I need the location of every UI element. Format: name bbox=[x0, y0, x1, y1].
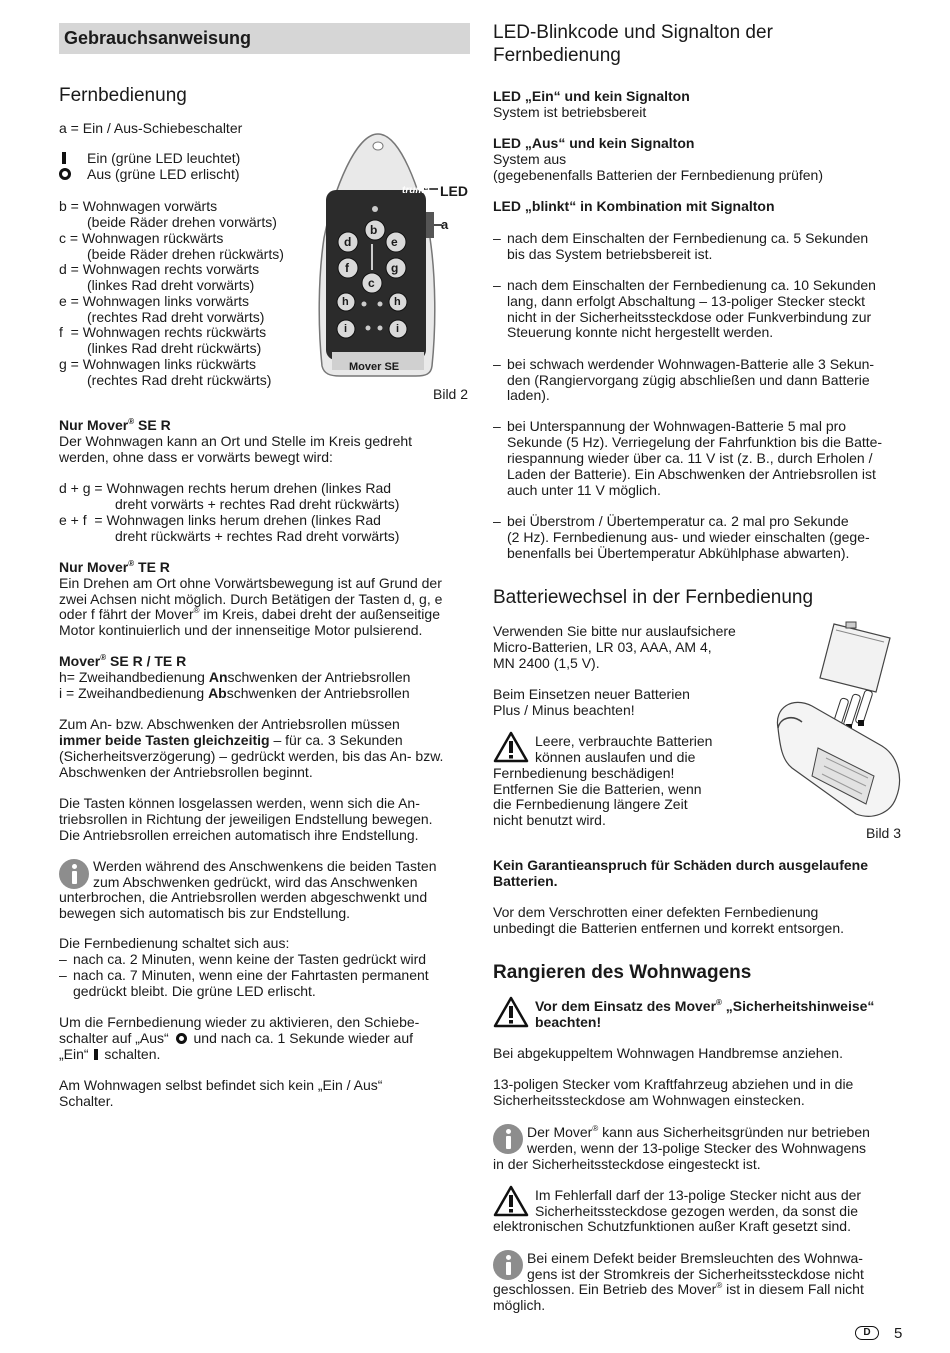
safety-notice-1: Vor dem Einsatz des Mover® „Sicherheitshinweise“ bbox=[535, 998, 875, 1014]
battery-warning-2: können auslaufen und die bbox=[535, 749, 696, 765]
btn-b-label: b bbox=[370, 223, 378, 237]
remote-led-label: LED bbox=[440, 183, 468, 199]
blink-item-2c: nicht in der Sicherheitssteckdose oder Funkverbindung zur bbox=[507, 309, 872, 325]
battery-warning-5: die Fernbedienung längere Zeit bbox=[493, 796, 688, 812]
battery-text-2: Micro-Batterien, LR 03, AAA, AM 4, bbox=[493, 639, 712, 655]
info-text-2: zum Abschwenken gedrückt, wird das Anschwenken bbox=[93, 874, 418, 890]
info-brake-2: gens ist der Stromkreis der Sicherheitssteckdose nicht bbox=[527, 1266, 864, 1282]
info-text-1: Werden während des Anschwenkens die beiden Tasten bbox=[93, 858, 437, 874]
te-r-text-2: zwei Achsen nicht möglich. Durch Betätigen der Tasten d, g, e bbox=[59, 591, 443, 607]
h-line: h= Zweihandbedienung Anschwenken der Antriebsrollen bbox=[59, 669, 411, 685]
c-desc: (beide Räder drehen rückwärts) bbox=[87, 246, 284, 262]
no-warranty-1: Kein Garantieanspruch für Schäden durch ausgelaufene bbox=[493, 857, 868, 873]
f-line: f = Wohnwagen rechts rückwärts bbox=[59, 324, 267, 340]
te-r-text-4: Motor kontinuierlich und der innenseitige Motor pulsierend. bbox=[59, 622, 423, 638]
battery-warning-3: Fernbedienung beschädigen! bbox=[493, 765, 675, 781]
te-r-text-1: Ein Drehen am Ort ohne Vorwärtsbewegung ist auf Grund der bbox=[59, 575, 442, 591]
se-te-heading: Mover® SE R / TE R bbox=[59, 653, 187, 669]
warning-icon bbox=[493, 1185, 529, 1217]
se-r-text-2: werden, ohne dass er vorwärts bewegt wird: bbox=[59, 449, 333, 465]
led-off-heading: LED „Aus“ und kein Signalton bbox=[493, 135, 695, 151]
blink-item-2a: nach dem Einschalten der Fernbedienung ca. 10 Sekunden bbox=[507, 277, 876, 293]
battery-section-title: Batteriewechsel in der Fernbedienung bbox=[493, 587, 814, 608]
info-text-4: bewegen sich automatisch bis zur Endstellung. bbox=[59, 905, 351, 921]
auto-off-text: Die Fernbedienung schaltet sich aus: bbox=[59, 935, 290, 951]
btn-h-left-label: h bbox=[342, 296, 349, 308]
dg-desc: dreht vorwärts + rechtes Rad dreht rückwärts) bbox=[115, 496, 400, 512]
blink-item-4a: bei Unterspannung der Wohnwagen-Batterie 5 mal pro bbox=[507, 418, 847, 434]
e-desc: (rechtes Rad dreht vorwärts) bbox=[87, 309, 265, 325]
battery-warning-4: Entfernen Sie die Batterien, wenn bbox=[493, 781, 702, 797]
reactivate-text-1: Um die Fernbedienung wieder zu aktivieren, den Schiebe- bbox=[59, 1014, 420, 1030]
d-desc: (linkes Rad dreht vorwärts) bbox=[87, 277, 255, 293]
reactivate-text-3: „Ein“ schalten. bbox=[59, 1046, 161, 1062]
g-desc: (rechtes Rad dreht rückwärts) bbox=[87, 372, 272, 388]
btn-i-right-label: i bbox=[396, 323, 400, 335]
led-off-text-1: System aus bbox=[493, 151, 567, 167]
release-text-1: Die Tasten können losgelassen werden, wenn sich die An- bbox=[59, 795, 420, 811]
info-brake-1: Bei einem Defekt beider Bremsleuchten des Wohnwa- bbox=[527, 1250, 863, 1266]
battery-text-4: Beim Einsetzen neuer Batterien bbox=[493, 686, 690, 702]
info-icon bbox=[493, 1250, 523, 1280]
auto-off-item-2b: gedrückt bleibt. Die grüne LED erlischt. bbox=[73, 983, 316, 999]
battery-text-3: MN 2400 (1,5 V). bbox=[493, 655, 600, 671]
btn-d-label: d bbox=[344, 235, 352, 249]
plug-text-2: Sicherheitssteckdose am Wohnwagen einstecken. bbox=[493, 1092, 805, 1108]
swing-text-4: Abschwenken der Antriebsrollen beginnt. bbox=[59, 764, 313, 780]
blink-item-5c: benenfalls bei Übertemperatur Abkühlphase abwarten). bbox=[507, 545, 850, 561]
remote-control-illustration bbox=[300, 128, 472, 380]
info-mover-2: werden, wenn der 13-polige Stecker des Wohnwagens bbox=[527, 1140, 867, 1156]
blink-item-3c: laden). bbox=[507, 387, 550, 403]
reactivate-text-2: schalter auf „Aus“ und nach ca. 1 Sekunde wieder auf bbox=[59, 1030, 413, 1046]
remote-brand: truma bbox=[402, 185, 430, 196]
led-on-text: System ist betriebsbereit bbox=[493, 104, 647, 120]
led-blink-heading: LED „blinkt“ in Kombination mit Signalton bbox=[493, 198, 775, 214]
led-section-title-1: LED-Blinkcode und Signalton der bbox=[493, 22, 773, 43]
ef-desc: dreht rückwärts + rechtes Rad dreht vorwärts) bbox=[115, 528, 400, 544]
blink-item-3a: bei schwach werdender Wohnwagen-Batterie alle 3 Sekun- bbox=[507, 356, 875, 372]
battery-warning-6: nicht benutzt wird. bbox=[493, 812, 606, 828]
b-desc: (beide Räder drehen vorwärts) bbox=[87, 214, 277, 230]
figure-2-caption: Bild 2 bbox=[433, 386, 469, 402]
f-desc: (linkes Rad dreht rückwärts) bbox=[87, 340, 262, 356]
page-number: 5 bbox=[894, 1325, 903, 1342]
release-text-2: triebsrollen in Richtung der jeweiligen Endstellung bewegen. bbox=[59, 811, 433, 827]
d-line: d = Wohnwagen rechts vorwärts bbox=[59, 261, 260, 277]
blink-item-4d: Laden der Batterie). Ein Abschwenken der Antriebsrollen ist bbox=[507, 466, 876, 482]
swing-text-1: Zum An- bzw. Abschwenken der Antriebsrollen müssen bbox=[59, 716, 400, 732]
blink-item-4c: riespannung wieder über ca. 11 V ist (z. B., durch Erholen / bbox=[507, 450, 873, 466]
info-mover-1: Der Mover® kann aus Sicherheitsgründen nur betrieben bbox=[527, 1124, 870, 1140]
se-r-text-1: Der Wohnwagen kann an Ort und Stelle im Kreis gedreht bbox=[59, 433, 413, 449]
off-symbol-icon bbox=[176, 1033, 187, 1044]
blink-item-2d: Steuerung konnte nicht hergestellt werden. bbox=[507, 324, 774, 340]
battery-text-5: Plus / Minus beachten! bbox=[493, 702, 635, 718]
swing-text-3: (Sicherheitsverzögerung) – gedrückt werden, bis das An- bzw. bbox=[59, 748, 444, 764]
scrap-note-1: Vor dem Verschrotten einer defekten Fernbedienung bbox=[493, 904, 819, 920]
maneuver-section-title: Rangieren des Wohnwagens bbox=[493, 962, 752, 983]
btn-g-label: g bbox=[391, 261, 399, 275]
auto-off-item-2: nach ca. 7 Minuten, wenn eine der Fahrtasten permanent bbox=[73, 967, 429, 983]
btn-e-label: e bbox=[391, 235, 398, 249]
off-line: Aus (grüne LED erlischt) bbox=[87, 166, 240, 182]
led-on-heading: LED „Ein“ und kein Signalton bbox=[493, 88, 690, 104]
te-r-text-3: oder f fährt der Mover® im Kreis, dabei dreht der außenseitige bbox=[59, 606, 440, 622]
battery-text-1: Verwenden Sie bitte nur auslaufsichere bbox=[493, 623, 736, 639]
no-warranty-2: Batterien. bbox=[493, 873, 558, 889]
swing-text-2: immer beide Tasten gleichzeitig – für ca. 3 Sekunden bbox=[59, 732, 403, 748]
remote-a-label: a bbox=[441, 217, 449, 232]
btn-c-label: c bbox=[368, 276, 375, 290]
blink-item-4e: auch unter 11 V möglich. bbox=[507, 482, 661, 498]
figure-3-caption: Bild 3 bbox=[866, 825, 902, 841]
blink-item-5a: bei Überstrom / Übertemperatur ca. 2 mal pro Sekunde bbox=[507, 513, 849, 529]
on-symbol-icon bbox=[94, 1049, 98, 1060]
dash: – bbox=[59, 951, 67, 967]
dash: – bbox=[493, 230, 501, 246]
ef-line: e + f = Wohnwagen links herum drehen (linkes Rad bbox=[59, 512, 381, 528]
battery-replacement-illustration bbox=[772, 618, 906, 824]
led-off-text-2: (gegebenenfalls Batterien der Fernbedienung prüfen) bbox=[493, 167, 824, 183]
dash: – bbox=[493, 356, 501, 372]
warning-icon bbox=[493, 996, 529, 1028]
scrap-note-2: unbedingt die Batterien entfernen und korrekt entsorgen. bbox=[493, 920, 845, 936]
dash: – bbox=[493, 513, 501, 529]
section-title: Gebrauchsanweisung bbox=[64, 28, 252, 48]
release-text-3: Die Antriebsrollen erreichen automatisch ihre Endstellung. bbox=[59, 827, 419, 843]
remote-model: Mover SE bbox=[349, 361, 400, 373]
btn-i-left-label: i bbox=[344, 323, 348, 335]
dg-line: d + g = Wohnwagen rechts herum drehen (linkes Rad bbox=[59, 480, 392, 496]
led-section-title-2: Fernbedienung bbox=[493, 45, 621, 66]
g-line: g = Wohnwagen links rückwärts bbox=[59, 356, 256, 372]
se-r-heading: Nur Mover® SE R bbox=[59, 417, 171, 433]
info-icon bbox=[59, 859, 89, 889]
on-line: Ein (grüne LED leuchtet) bbox=[87, 150, 241, 166]
dash: – bbox=[493, 277, 501, 293]
off-symbol-icon bbox=[59, 168, 71, 180]
fault-warning-1: Im Fehlerfall darf der 13-polige Stecker nicht aus der bbox=[535, 1187, 862, 1203]
plug-text-1: 13-poligen Stecker vom Kraftfahrzeug abziehen und in die bbox=[493, 1076, 854, 1092]
battery-warning-1: Leere, verbrauchte Batterien bbox=[535, 733, 713, 749]
b-line: b = Wohnwagen vorwärts bbox=[59, 198, 218, 214]
blink-item-4b: Sekunde (5 Hz). Verriegelung der Fahrfunktion bis die Batte- bbox=[507, 434, 883, 450]
caravan-note-1: Am Wohnwagen selbst befindet sich kein „Ein / Aus“ bbox=[59, 1077, 383, 1093]
remote-title: Fernbedienung bbox=[59, 85, 187, 106]
handbrake-text: Bei abgekuppeltem Wohnwagen Handbremse anziehen. bbox=[493, 1045, 843, 1061]
info-icon bbox=[493, 1124, 523, 1154]
fault-warning-2: Sicherheitssteckdose gezogen werden, da sonst die bbox=[535, 1203, 858, 1219]
i-line: i = Zweihandbedienung Abschwenken der Antriebsrollen bbox=[59, 685, 410, 701]
info-brake-3: geschlossen. Ein Betrieb des Mover® ist in diesem Fall nicht bbox=[493, 1281, 864, 1297]
btn-f-label: f bbox=[345, 261, 349, 275]
auto-off-item-1: nach ca. 2 Minuten, wenn keine der Tasten gedrückt wird bbox=[73, 951, 427, 967]
warning-icon bbox=[493, 731, 529, 763]
fault-warning-3: elektronischen Schutzfunktionen außer Kraft gesetzt sind. bbox=[493, 1218, 851, 1234]
e-line: e = Wohnwagen links vorwärts bbox=[59, 293, 249, 309]
a-line: a = Ein / Aus-Schiebeschalter bbox=[59, 120, 243, 136]
caravan-note-2: Schalter. bbox=[59, 1093, 114, 1109]
dash: – bbox=[59, 967, 67, 983]
info-text-3: unterbrochen, die Antriebsrollen werden abgeschwenkt und bbox=[59, 889, 428, 905]
safety-notice-2: beachten! bbox=[535, 1014, 602, 1030]
info-mover-3: in der Sicherheitssteckdose eingesteckt ist. bbox=[493, 1156, 761, 1172]
c-line: c = Wohnwagen rückwärts bbox=[59, 230, 224, 246]
blink-item-1a: nach dem Einschalten der Fernbedienung ca. 5 Sekunden bbox=[507, 230, 869, 246]
dash: – bbox=[493, 418, 501, 434]
info-brake-4: möglich. bbox=[493, 1297, 546, 1313]
blink-item-2b: lang, dann erfolgt Abschaltung – 13-poliger Stecker steckt bbox=[507, 293, 865, 309]
on-symbol-icon bbox=[62, 152, 66, 164]
btn-h-right-label: h bbox=[394, 296, 401, 308]
te-r-heading: Nur Mover® TE R bbox=[59, 559, 170, 575]
blink-item-5b: (2 Hz). Fernbedienung aus- und wieder einschalten (gege- bbox=[507, 529, 870, 545]
blink-item-3b: den (Rangiervorgang zügig abschließen und dann Batterie bbox=[507, 372, 870, 388]
section-header-bar bbox=[59, 23, 470, 54]
blink-item-1b: bis das System betriebsbereit ist. bbox=[507, 246, 713, 262]
language-badge: D bbox=[855, 1326, 879, 1340]
